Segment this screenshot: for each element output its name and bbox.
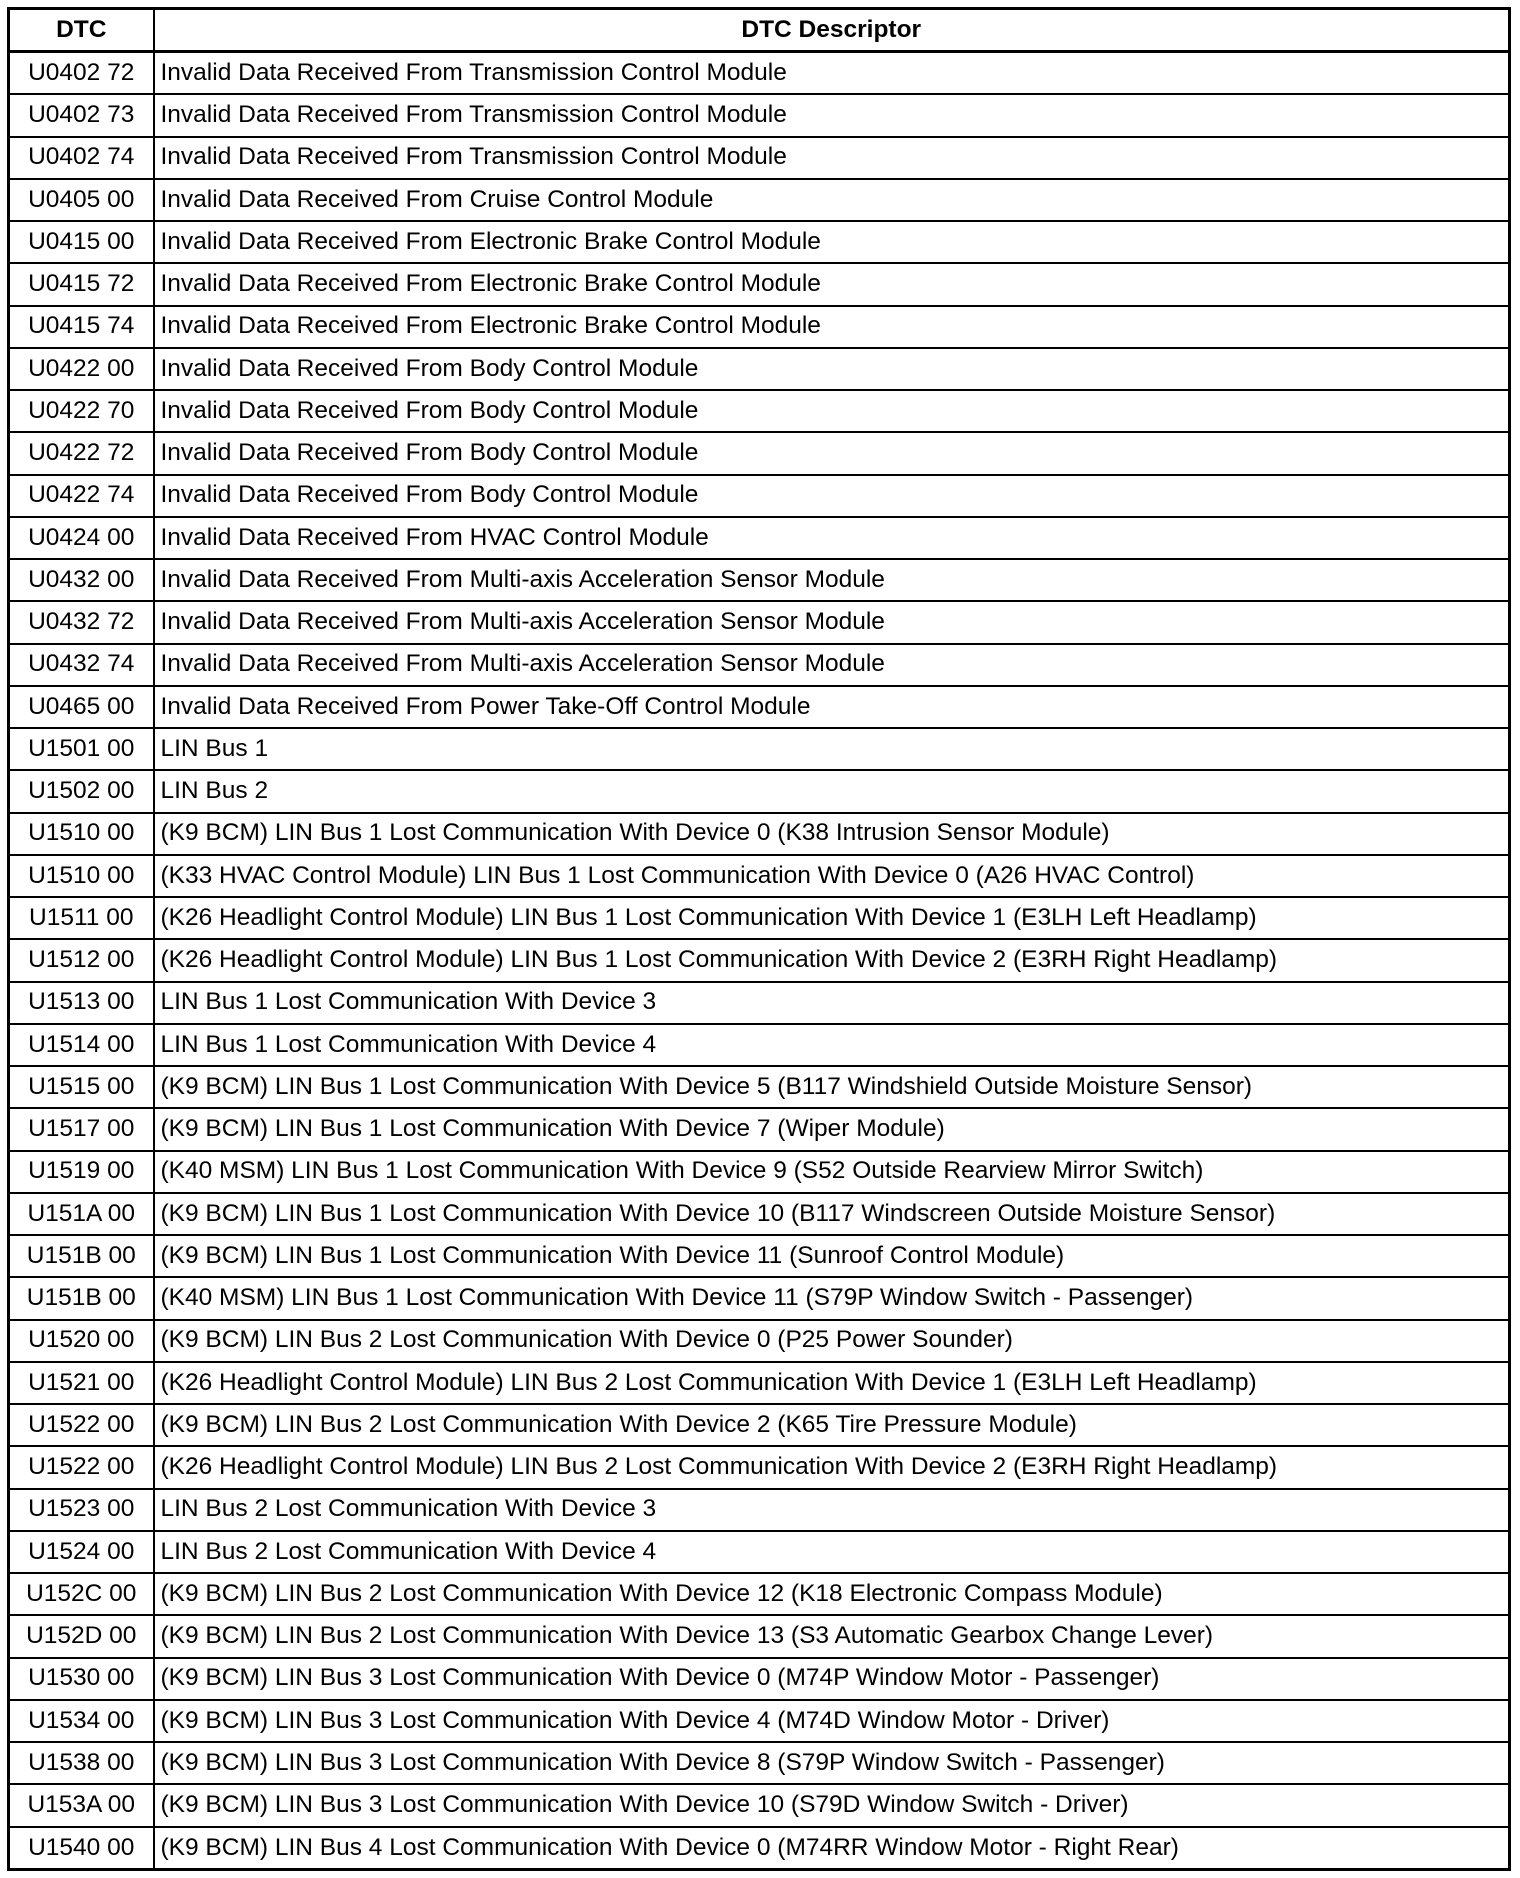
dtc-descriptor-cell: Invalid Data Received From Body Control Module xyxy=(154,390,1510,432)
dtc-code-cell: U0422 72 xyxy=(9,432,154,474)
dtc-code-cell: U0432 74 xyxy=(9,644,154,686)
dtc-descriptor-cell: Invalid Data Received From Electronic Brake Control Module xyxy=(154,263,1510,305)
dtc-descriptor-cell: (K9 BCM) LIN Bus 3 Lost Communication With Device 0 (M74P Window Motor - Passenger) xyxy=(154,1658,1510,1700)
table-row xyxy=(9,1700,1510,1742)
dtc-descriptor-cell: LIN Bus 2 xyxy=(154,770,1510,812)
table-row xyxy=(9,1235,1510,1277)
dtc-descriptor-cell: (K9 BCM) LIN Bus 1 Lost Communication With Device 10 (B117 Windscreen Outside Moisture Sensor) xyxy=(154,1193,1510,1235)
table-row xyxy=(9,1784,1510,1826)
dtc-descriptor-cell: (K9 BCM) LIN Bus 1 Lost Communication With Device 11 (Sunroof Control Module) xyxy=(154,1235,1510,1277)
dtc-descriptor-cell: Invalid Data Received From Power Take-Off Control Module xyxy=(154,686,1510,728)
dtc-code-cell: U1511 00 xyxy=(9,897,154,939)
table-row xyxy=(9,52,1510,95)
dtc-descriptor-cell: Invalid Data Received From Cruise Control Module xyxy=(154,179,1510,221)
dtc-code-cell: U0422 74 xyxy=(9,475,154,517)
dtc-descriptor-cell: Invalid Data Received From Electronic Brake Control Module xyxy=(154,221,1510,263)
header-dtc-descriptor: DTC Descriptor xyxy=(154,9,1510,52)
dtc-code-cell: U0415 74 xyxy=(9,306,154,348)
dtc-descriptor-cell: (K9 BCM) LIN Bus 1 Lost Communication With Device 0 (K38 Intrusion Sensor Module) xyxy=(154,813,1510,855)
dtc-descriptor-cell: (K9 BCM) LIN Bus 1 Lost Communication With Device 5 (B117 Windshield Outside Moisture Sensor) xyxy=(154,1066,1510,1108)
dtc-code-cell: U1515 00 xyxy=(9,1066,154,1108)
dtc-code-cell: U0402 72 xyxy=(9,52,154,95)
table-row xyxy=(9,1108,1510,1150)
dtc-code-cell: U0405 00 xyxy=(9,179,154,221)
table-row xyxy=(9,1151,1510,1193)
dtc-code-cell: U1513 00 xyxy=(9,982,154,1024)
dtc-code-cell: U1514 00 xyxy=(9,1024,154,1066)
table-row xyxy=(9,1573,1510,1615)
dtc-descriptor-cell: Invalid Data Received From Body Control Module xyxy=(154,432,1510,474)
table-row xyxy=(9,306,1510,348)
table-row xyxy=(9,517,1510,559)
dtc-descriptor-cell: (K26 Headlight Control Module) LIN Bus 1 Lost Communication With Device 1 (E3LH Left Headlamp) xyxy=(154,897,1510,939)
dtc-code-cell: U1540 00 xyxy=(9,1827,154,1870)
table-row xyxy=(9,432,1510,474)
table-row xyxy=(9,855,1510,897)
dtc-code-cell: U1502 00 xyxy=(9,770,154,812)
table-row xyxy=(9,94,1510,136)
table-row xyxy=(9,559,1510,601)
dtc-code-cell: U0415 72 xyxy=(9,263,154,305)
dtc-code-cell: U1538 00 xyxy=(9,1742,154,1784)
dtc-code-cell: U0422 70 xyxy=(9,390,154,432)
dtc-code-cell: U1524 00 xyxy=(9,1531,154,1573)
dtc-code-cell: U1521 00 xyxy=(9,1362,154,1404)
dtc-table xyxy=(7,7,1511,1871)
dtc-code-cell: U1520 00 xyxy=(9,1320,154,1362)
dtc-descriptor-cell: (K9 BCM) LIN Bus 3 Lost Communication With Device 4 (M74D Window Motor - Driver) xyxy=(154,1700,1510,1742)
dtc-descriptor-cell: (K40 MSM) LIN Bus 1 Lost Communication With Device 11 (S79P Window Switch - Passenger) xyxy=(154,1277,1510,1319)
table-row xyxy=(9,1277,1510,1319)
table-row xyxy=(9,601,1510,643)
dtc-code-cell: U1512 00 xyxy=(9,939,154,981)
table-row xyxy=(9,137,1510,179)
dtc-descriptor-cell: LIN Bus 2 Lost Communication With Device 4 xyxy=(154,1531,1510,1573)
dtc-descriptor-cell: Invalid Data Received From Transmission Control Module xyxy=(154,94,1510,136)
header-row xyxy=(9,9,1510,52)
table-row xyxy=(9,770,1510,812)
dtc-descriptor-cell: LIN Bus 1 xyxy=(154,728,1510,770)
table-row xyxy=(9,179,1510,221)
dtc-code-cell: U0415 00 xyxy=(9,221,154,263)
dtc-code-cell: U1519 00 xyxy=(9,1151,154,1193)
dtc-descriptor-cell: (K9 BCM) LIN Bus 4 Lost Communication With Device 0 (M74RR Window Motor - Right Rear) xyxy=(154,1827,1510,1870)
dtc-code-cell: U1510 00 xyxy=(9,855,154,897)
table-row xyxy=(9,686,1510,728)
table-row xyxy=(9,348,1510,390)
dtc-descriptor-cell: Invalid Data Received From Body Control Module xyxy=(154,348,1510,390)
dtc-descriptor-cell: Invalid Data Received From Body Control Module xyxy=(154,475,1510,517)
dtc-code-cell: U1510 00 xyxy=(9,813,154,855)
table-row xyxy=(9,1827,1510,1870)
dtc-descriptor-cell: LIN Bus 1 Lost Communication With Device 4 xyxy=(154,1024,1510,1066)
dtc-code-cell: U0432 00 xyxy=(9,559,154,601)
dtc-code-cell: U151B 00 xyxy=(9,1277,154,1319)
dtc-code-cell: U152C 00 xyxy=(9,1573,154,1615)
dtc-descriptor-cell: LIN Bus 1 Lost Communication With Device 3 xyxy=(154,982,1510,1024)
dtc-descriptor-cell: LIN Bus 2 Lost Communication With Device 3 xyxy=(154,1489,1510,1531)
table-row xyxy=(9,813,1510,855)
dtc-code-cell: U1522 00 xyxy=(9,1446,154,1488)
dtc-descriptor-cell: (K26 Headlight Control Module) LIN Bus 2 Lost Communication With Device 2 (E3RH Right Headlamp) xyxy=(154,1446,1510,1488)
table-row xyxy=(9,475,1510,517)
table-row xyxy=(9,1658,1510,1700)
table-row xyxy=(9,897,1510,939)
table-row xyxy=(9,1066,1510,1108)
dtc-descriptor-cell: (K9 BCM) LIN Bus 1 Lost Communication With Device 7 (Wiper Module) xyxy=(154,1108,1510,1150)
table-row xyxy=(9,939,1510,981)
dtc-descriptor-cell: (K9 BCM) LIN Bus 3 Lost Communication With Device 10 (S79D Window Switch - Driver) xyxy=(154,1784,1510,1826)
table-row xyxy=(9,1615,1510,1657)
dtc-code-cell: U151A 00 xyxy=(9,1193,154,1235)
table-row xyxy=(9,1446,1510,1488)
dtc-code-cell: U0432 72 xyxy=(9,601,154,643)
dtc-code-cell: U0402 74 xyxy=(9,137,154,179)
dtc-descriptor-cell: (K26 Headlight Control Module) LIN Bus 1 Lost Communication With Device 2 (E3RH Right Headlamp) xyxy=(154,939,1510,981)
dtc-descriptor-cell: (K9 BCM) LIN Bus 2 Lost Communication With Device 13 (S3 Automatic Gearbox Change Lever) xyxy=(154,1615,1510,1657)
table-row xyxy=(9,1531,1510,1573)
dtc-code-cell: U153A 00 xyxy=(9,1784,154,1826)
dtc-code-cell: U152D 00 xyxy=(9,1615,154,1657)
dtc-descriptor-cell: Invalid Data Received From Multi-axis Acceleration Sensor Module xyxy=(154,601,1510,643)
table-row xyxy=(9,221,1510,263)
dtc-code-cell: U1522 00 xyxy=(9,1404,154,1446)
table-row xyxy=(9,1320,1510,1362)
dtc-descriptor-cell: (K33 HVAC Control Module) LIN Bus 1 Lost Communication With Device 0 (A26 HVAC Control) xyxy=(154,855,1510,897)
dtc-code-cell: U1501 00 xyxy=(9,728,154,770)
table-row xyxy=(9,1193,1510,1235)
table-row xyxy=(9,1362,1510,1404)
table-row xyxy=(9,1024,1510,1066)
dtc-descriptor-cell: (K9 BCM) LIN Bus 2 Lost Communication With Device 0 (P25 Power Sounder) xyxy=(154,1320,1510,1362)
table-row xyxy=(9,982,1510,1024)
dtc-code-cell: U151B 00 xyxy=(9,1235,154,1277)
dtc-descriptor-cell: Invalid Data Received From Transmission Control Module xyxy=(154,137,1510,179)
dtc-descriptor-cell: (K26 Headlight Control Module) LIN Bus 2 Lost Communication With Device 1 (E3LH Left Headlamp) xyxy=(154,1362,1510,1404)
dtc-code-cell: U0465 00 xyxy=(9,686,154,728)
dtc-descriptor-cell: (K9 BCM) LIN Bus 2 Lost Communication With Device 2 (K65 Tire Pressure Module) xyxy=(154,1404,1510,1446)
header-dtc: DTC xyxy=(9,9,154,52)
dtc-code-cell: U0422 00 xyxy=(9,348,154,390)
document-page xyxy=(7,7,1511,1871)
dtc-descriptor-cell: Invalid Data Received From Multi-axis Acceleration Sensor Module xyxy=(154,644,1510,686)
table-row xyxy=(9,1404,1510,1446)
dtc-descriptor-cell: (K9 BCM) LIN Bus 2 Lost Communication With Device 12 (K18 Electronic Compass Module) xyxy=(154,1573,1510,1615)
dtc-descriptor-cell: (K40 MSM) LIN Bus 1 Lost Communication With Device 9 (S52 Outside Rearview Mirror Switch) xyxy=(154,1151,1510,1193)
dtc-code-cell: U0424 00 xyxy=(9,517,154,559)
dtc-descriptor-cell: Invalid Data Received From Electronic Brake Control Module xyxy=(154,306,1510,348)
dtc-code-cell: U1534 00 xyxy=(9,1700,154,1742)
dtc-descriptor-cell: (K9 BCM) LIN Bus 3 Lost Communication With Device 8 (S79P Window Switch - Passenger) xyxy=(154,1742,1510,1784)
table-row xyxy=(9,390,1510,432)
dtc-descriptor-cell: Invalid Data Received From Transmission Control Module xyxy=(154,52,1510,95)
table-body xyxy=(9,52,1510,1870)
dtc-descriptor-cell: Invalid Data Received From HVAC Control Module xyxy=(154,517,1510,559)
table-row xyxy=(9,644,1510,686)
table-row xyxy=(9,728,1510,770)
table-row xyxy=(9,1742,1510,1784)
dtc-code-cell: U0402 73 xyxy=(9,94,154,136)
dtc-code-cell: U1523 00 xyxy=(9,1489,154,1531)
table-row xyxy=(9,1489,1510,1531)
table-header xyxy=(9,9,1510,52)
dtc-code-cell: U1530 00 xyxy=(9,1658,154,1700)
dtc-code-cell: U1517 00 xyxy=(9,1108,154,1150)
dtc-descriptor-cell: Invalid Data Received From Multi-axis Acceleration Sensor Module xyxy=(154,559,1510,601)
table-row xyxy=(9,263,1510,305)
